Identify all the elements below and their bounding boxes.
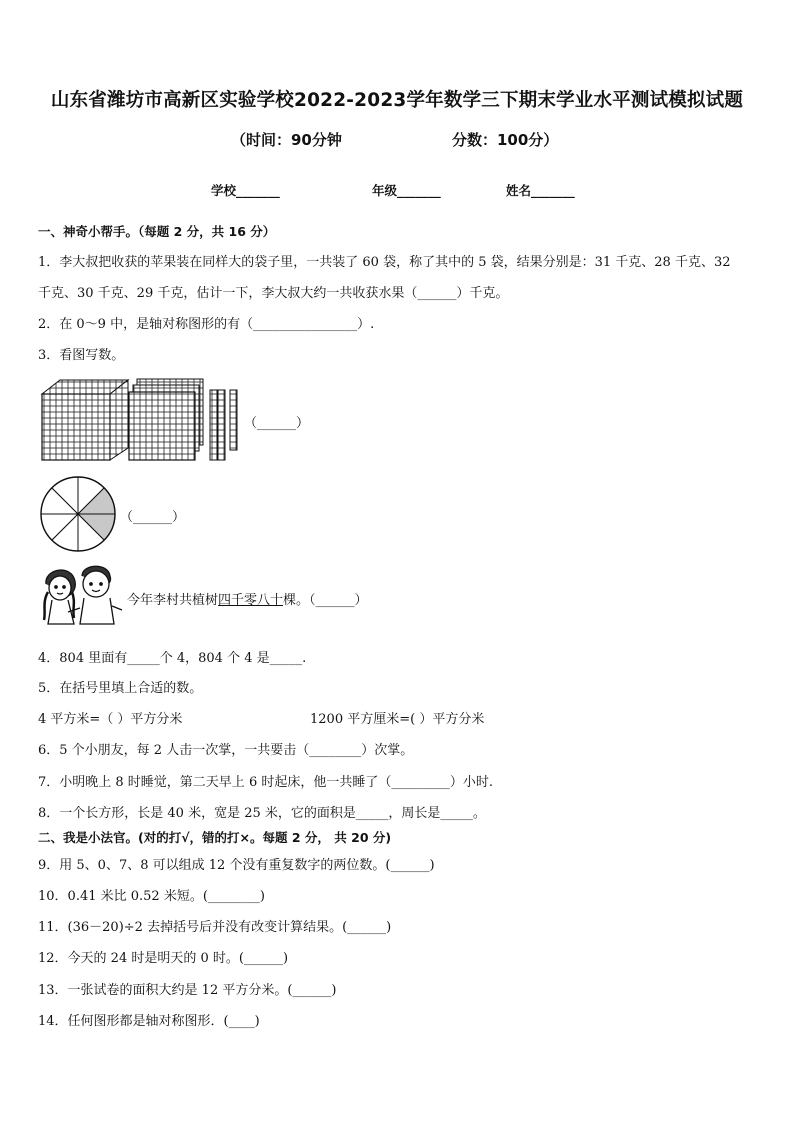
question-8: 8．一个长方形，长是 40 米，宽是 25 米，它的面积是_____，周长是_____。 [38, 806, 486, 821]
trees-suffix-blank[interactable]: 棵。（______） [283, 593, 368, 608]
question-13: 13．一张试卷的面积大约是 12 平方分米。(______) [38, 983, 337, 998]
question-2: 2．在 0～9 中，是轴对称图形的有（________________）. [38, 317, 375, 332]
question-14: 14．任何图形都是轴对称图形．(____) [38, 1014, 260, 1029]
question-7: 7．小明晚上 8 时睡觉，第二天早上 6 时起床，他一共睡了（_________）小时. [38, 775, 493, 790]
section-1-heading: 一、神奇小帮手。（每题 2 分，共 16 分） [38, 224, 276, 239]
exam-score: 分数：100分） [452, 131, 559, 149]
circle-answer-blank[interactable]: （______） [120, 510, 186, 525]
question-5-part-a: 4 平方米=（ ）平方分米 [38, 712, 183, 727]
base-ten-blocks-figure [38, 376, 243, 462]
fraction-circle-figure [38, 474, 118, 554]
section-2-heading: 二、我是小法官。(对的打√，错的打×。每题 2 分， 共 20 分) [38, 830, 392, 845]
blocks-answer-blank[interactable]: （______） [244, 416, 310, 431]
question-4: 4．804 里面有_____个 4，804 个 4 是_____. [38, 651, 307, 666]
school-field: 学校_______ [211, 183, 280, 198]
question-11: 11．(36－20)÷2 去掉括号后并没有改变计算结果。(______) [38, 920, 392, 935]
question-1-line-1: 1．李大叔把收获的苹果装在同样大的袋子里，一共装了 60 袋，称了其中的 5 袋，结果分别是：31 千克、28 千克、32 [38, 255, 731, 270]
question-12: 12．今天的 24 时是明天的 0 时。(______) [38, 951, 289, 966]
trees-statement [127, 589, 368, 608]
name-field: 姓名_______ [506, 183, 575, 198]
trees-prefix: 今年李村共植树 [127, 593, 219, 608]
question-5: 5．在括号里填上合适的数。 [38, 681, 203, 696]
exam-title: 山东省潍坊市高新区实验学校2022-2023学年数学三下期末学业水平测试模拟试题 [50, 90, 744, 111]
grade-field: 年级_______ [372, 183, 441, 198]
question-10: 10．0.41 米比 0.52 米短。(________) [38, 889, 265, 904]
trees-underlined-number: 四千零八十 [218, 593, 284, 608]
question-6: 6．5 个小朋友，每 2 人击一次掌，一共要击（________）次掌。 [38, 743, 414, 758]
exam-time: （时间：90分钟 [231, 131, 342, 149]
children-illustration [38, 562, 124, 628]
question-1-line-2: 千克、30 千克、29 千克，估计一下，李大叔大约一共收获水果（______）千克。 [38, 286, 509, 301]
question-3: 3．看图写数。 [38, 348, 125, 363]
question-9: 9．用 5、0、7、8 可以组成 12 个没有重复数字的两位数。(______) [38, 858, 435, 873]
question-5-part-b: 1200 平方厘米=( ）平方分米 [310, 712, 485, 727]
